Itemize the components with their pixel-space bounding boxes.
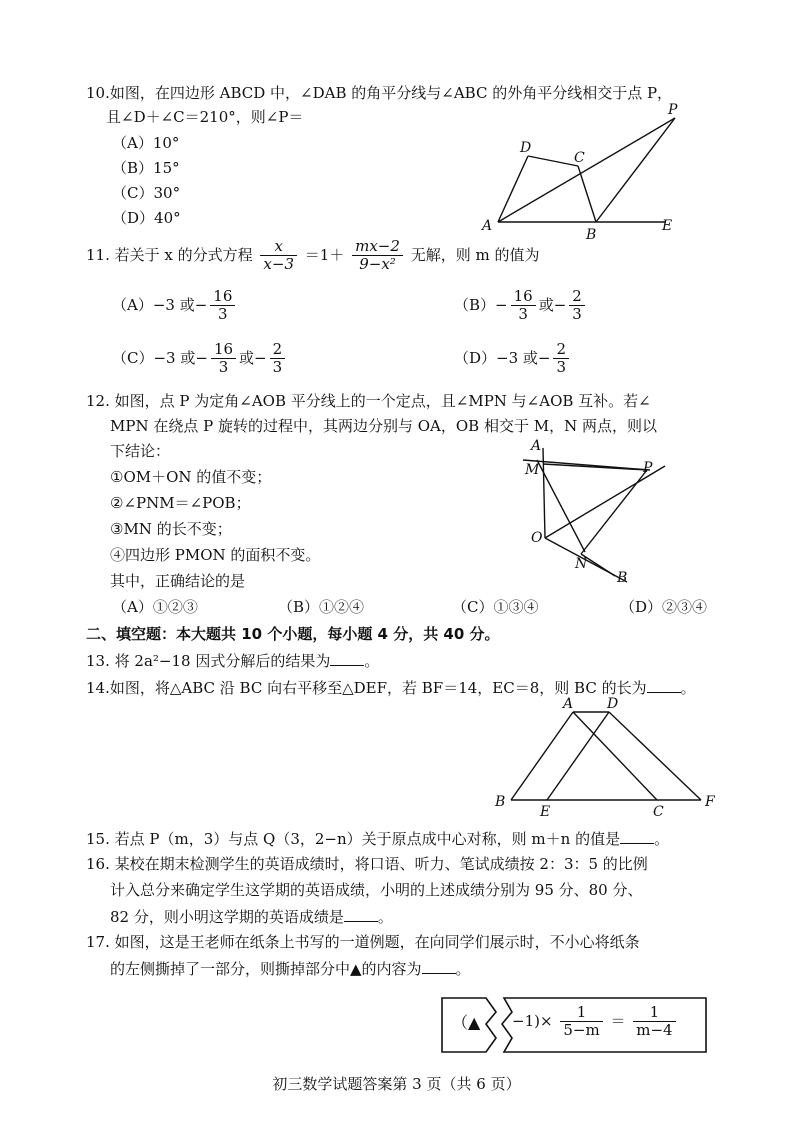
q10-stem-2: 且∠D＋∠C＝210°，则∠P＝ <box>106 108 304 126</box>
q12-number: 12. <box>86 392 110 410</box>
q12-conclusion-4: ④四边形 PMON 的面积不变。 <box>110 546 321 564</box>
q12-label-m: M <box>525 462 540 478</box>
q15-answer-blank[interactable] <box>620 829 654 844</box>
q11-option-b[interactable]: （B）− $\frac{16}{3}$ 或− $\frac{2}{3}$ <box>454 288 588 324</box>
q17-strip-right-piece: −1)× $\frac{1}{5-m}$ ＝ $\frac{1}{m-4}$ <box>512 1004 679 1040</box>
page-footer: 初三数学试题答案第 3 页（共 6 页） <box>272 1075 521 1093</box>
q14-label-c: C <box>653 804 664 820</box>
q14-label-f: F <box>705 794 715 810</box>
q14-label-e: E <box>540 804 551 820</box>
q14-label-b: B <box>495 794 506 810</box>
q17-strip-left-piece: （▲ <box>452 1013 481 1032</box>
q12-question-end: 其中，正确结论的是 <box>110 572 246 590</box>
q10-stem-1: 如图，在四边形 ABCD 中，∠DAB 的角平分线与∠ABC 的外角平分线相交于点 P， <box>109 84 673 102</box>
q11-mid: ＝1＋ <box>304 245 345 264</box>
q10-label-d: D <box>520 140 532 156</box>
q11-number: 11. <box>86 245 110 264</box>
q11-option-d[interactable]: （D）−3 或− $\frac{2}{3}$ <box>454 341 572 377</box>
q16-line2: 计入总分来确定学生这学期的英语成绩，小明的上述成绩分别为 95 分、80 分、 <box>110 881 643 899</box>
q11-option-a[interactable]: （A）−3 或− $\frac{16}{3}$ <box>112 288 238 324</box>
q14-triangles-figure <box>485 696 720 821</box>
q12-angle-figure <box>515 436 690 588</box>
q12-option-a[interactable]: （A）①②③ <box>112 598 198 616</box>
q13-number: 13. <box>86 652 110 670</box>
q12-stem-2: MPN 在绕点 P 旋转的过程中，其两边分别与 OA，OB 相交于 M，N 两点，则以 <box>110 417 657 435</box>
q12-label-a: A <box>531 438 542 454</box>
q13-answer-blank[interactable] <box>330 651 364 666</box>
q11-pre: 若关于 x 的分式方程 <box>114 245 253 264</box>
q10-label-b: B <box>586 227 597 243</box>
q12-label-b: B <box>617 570 628 586</box>
q17-answer-blank[interactable] <box>422 959 456 974</box>
q17-number: 17. <box>86 933 110 951</box>
q10-label-e: E <box>662 218 673 234</box>
section-2-heading: 二、填空题：本大题共 10 个小题，每小题 4 分，共 40 分。 <box>86 625 500 643</box>
q12-label-o: O <box>531 530 543 546</box>
q16-line3: 82 分，则小明这学期的英语成绩是 。 <box>110 908 393 926</box>
q11-stem <box>86 238 539 274</box>
q12-stem-3: 下结论： <box>110 442 171 460</box>
q11-fraction-1: $\frac{x}{x-3}$ <box>260 238 297 274</box>
q15-stem: 15. 若点 P（m，3）与点 Q（3，2−n）关于原点成中心对称，则 m＋n 的值是 。 <box>86 830 670 848</box>
q12-option-b[interactable]: （B）①②④ <box>278 598 365 616</box>
q11-fraction-2: $\frac{mx-2}{\text{9−x²}}$ <box>352 238 403 274</box>
q17-line2: 的左侧撕掉了一部分，则撕掉部分中▲的内容为 。 <box>110 960 471 978</box>
q14-answer-blank[interactable] <box>647 678 681 693</box>
q12-label-n: N <box>575 556 588 572</box>
q10-option-b[interactable]: （B）15° <box>112 159 180 177</box>
q12-conclusion-2: ②∠PNM＝∠POB； <box>110 494 251 512</box>
q12-stem-1: 如图，点 P 为定角∠AOB 平分线上的一个定点，且∠MPN 与∠AOB 互补。若∠ <box>114 392 651 410</box>
q10-option-d[interactable]: （D）40° <box>112 209 181 227</box>
q10-quadrilateral-figure <box>470 100 690 245</box>
q12-conclusion-1: ①OM＋ON 的值不变； <box>110 468 272 486</box>
q12-option-d[interactable]: （D）②③④ <box>620 598 708 616</box>
q16-number: 16. <box>86 855 110 873</box>
q12-conclusion-3: ③MN 的长不变； <box>110 520 232 538</box>
q16-line1: 16. 某校在期末检测学生的英语成绩时，将口语、听力、笔试成绩按 2：3：5 的比例 <box>86 855 648 873</box>
q13-stem: 13. 将 2a²−18 因式分解后的结果为 。 <box>86 652 380 670</box>
q10-option-a[interactable]: （A）10° <box>112 134 180 152</box>
q10-label-p: P <box>668 102 678 118</box>
q14-number: 14. <box>86 679 110 697</box>
q14-label-d: D <box>607 696 619 712</box>
q12-line1 <box>86 392 651 410</box>
q10-option-c[interactable]: （C）30° <box>112 184 181 202</box>
q12-option-c[interactable]: （C）①③④ <box>452 598 539 616</box>
q10-number: 10. <box>86 84 110 102</box>
q16-answer-blank[interactable] <box>344 907 378 922</box>
q12-label-p: P <box>643 460 653 476</box>
q14-label-a: A <box>563 696 574 712</box>
q10-label-a: A <box>482 218 493 234</box>
q11-post: 无解，则 m 的值为 <box>410 245 540 264</box>
q14-stem: 14.如图，将△ABC 沿 BC 向右平移至△DEF，若 BF＝14，EC＝8，则 BC 的长为 。 <box>86 679 696 697</box>
q11-option-c[interactable]: （C）−3 或− $\frac{16}{3}$ 或− $\frac{2}{3}$ <box>112 341 288 377</box>
q17-line1: 17. 如图，这是王老师在纸条上书写的一道例题，在向同学们展示时，不小心将纸条 <box>86 933 640 951</box>
q10-label-c: C <box>574 150 585 166</box>
q15-number: 15. <box>86 830 110 848</box>
